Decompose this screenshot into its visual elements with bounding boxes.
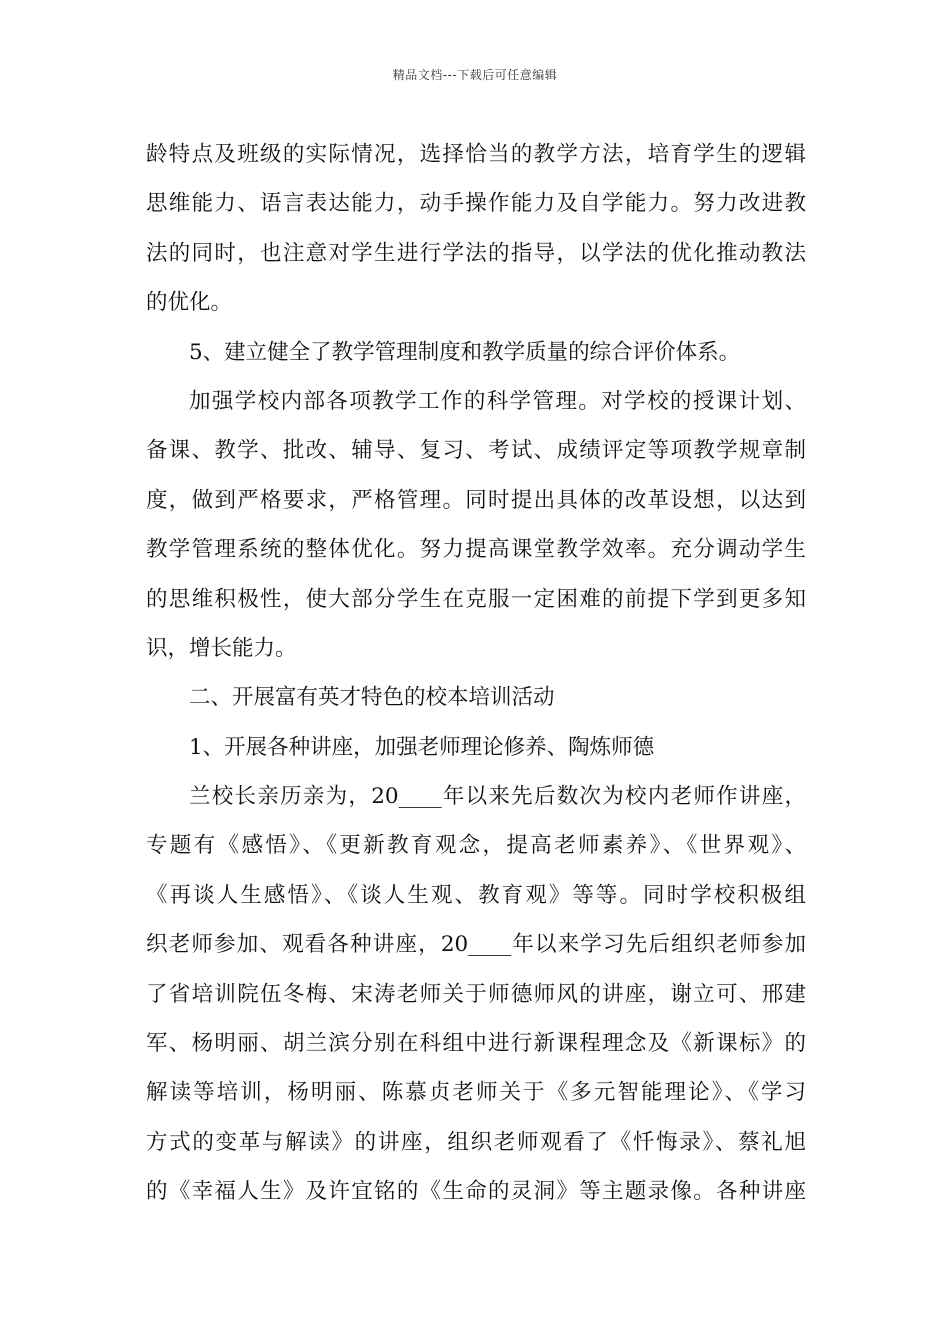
body-line: 的优化。 xyxy=(146,290,233,316)
body-line: 加强学校内部各项教学工作的科学管理。对学校的授课计划、 xyxy=(189,388,806,414)
body-line: 的思维积极性，使大部分学生在克服一定困难的前提下学到更多知 xyxy=(146,586,806,612)
body-line: 备课、教学、批改、辅导、复习、考试、成绩评定等项教学规章制 xyxy=(146,438,806,464)
body-line: 思维能力、语言表达能力，动手操作能力及自学能力。努力改进教 xyxy=(146,191,806,217)
page-header: 精品文档---下载后可任意编辑 xyxy=(392,68,558,82)
document-body xyxy=(146,130,806,1217)
section-heading: 二、开展富有英才特色的校本培训活动 xyxy=(189,685,555,711)
section-heading: 5、建立健全了教学管理制度和教学质量的综合评价体系。 xyxy=(189,339,741,365)
body-line: 《再谈人生感悟》、《谈人生观、教育观》等等。同时学校积极组 xyxy=(146,882,806,908)
body-line: 法的同时，也注意对学生进行学法的指导，以学法的优化推动教法 xyxy=(146,240,806,266)
body-line: 了省培训院伍冬梅、宋涛老师关于师德师风的讲座，谢立可、邢建 xyxy=(146,981,806,1007)
body-line: 解读等培训，杨明丽、陈慕贞老师关于《多元智能理论》、《学习 xyxy=(146,1080,806,1106)
body-line: 识，增长能力。 xyxy=(146,635,297,661)
body-line: 教学管理系统的整体优化。努力提高课堂教学效率。充分调动学生 xyxy=(146,537,806,563)
body-line: 兰校长亲历亲为，20____年以来先后数次为校内老师作讲座， xyxy=(189,784,806,810)
body-line: 军、杨明丽、胡兰滨分别在科组中进行新课程理念及《新课标》的 xyxy=(146,1031,806,1057)
body-line: 的《幸福人生》及许宜铭的《生命的灵洞》等主题录像。各种讲座 xyxy=(146,1179,806,1205)
body-line: 度，做到严格要求，严格管理。同时提出具体的改革设想，以达到 xyxy=(146,487,806,513)
body-line: 专题有《感悟》、《更新教育观念，提高老师素养》、《世界观》、 xyxy=(146,833,806,859)
body-line: 织老师参加、观看各种讲座，20____年以来学习先后组织老师参加 xyxy=(146,932,806,958)
body-line: 龄特点及班级的实际情况，选择恰当的教学方法，培育学生的逻辑 xyxy=(146,142,806,167)
subsection-heading: 1、开展各种讲座，加强老师理论修养、陶炼师德 xyxy=(189,734,655,760)
body-line: 方式的变革与解读》的讲座，组织老师观看了《忏悔录》、蔡礼旭 xyxy=(146,1129,806,1155)
